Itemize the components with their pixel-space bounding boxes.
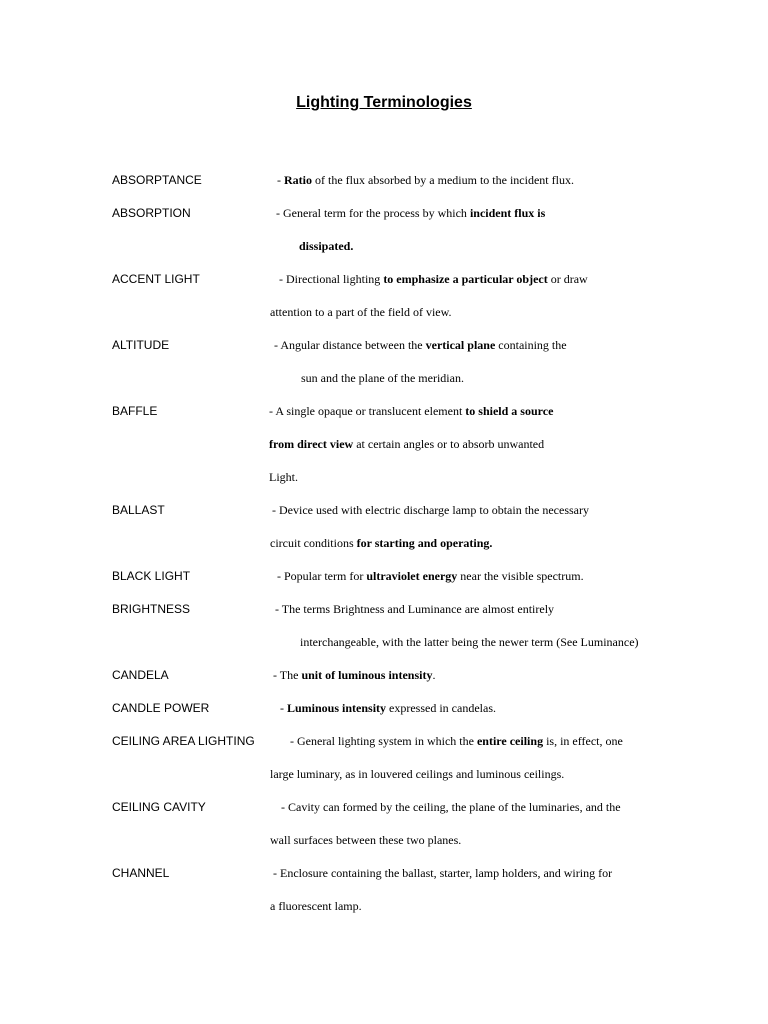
definition-text: or draw — [547, 272, 588, 286]
definition-text: . — [432, 668, 436, 682]
definition-text: of the flux absorbed by a medium to the incident flux. — [312, 173, 574, 187]
glossary-term: CANDELA — [112, 668, 169, 682]
definition-line — [279, 271, 588, 287]
definition-emphasis: to emphasize a particular object — [383, 272, 548, 286]
definition-text: - — [280, 701, 287, 715]
glossary-term: ABSORPTION — [112, 206, 191, 220]
glossary-term: CEILING AREA LIGHTING — [112, 734, 255, 748]
definition-line — [272, 502, 589, 518]
glossary-term: ACCENT LIGHT — [112, 272, 200, 286]
definition-text: a fluorescent lamp. — [270, 899, 362, 913]
definition-line — [270, 832, 461, 848]
definition-emphasis: Ratio — [284, 173, 312, 187]
definition-emphasis: incident flux is — [469, 206, 546, 220]
definition-text: - Angular distance between the — [274, 338, 426, 352]
glossary-term: BALLAST — [112, 503, 165, 517]
definition-line — [270, 304, 452, 320]
definition-text: near the visible spectrum. — [457, 569, 584, 583]
definition-line — [269, 469, 298, 485]
definition-line — [269, 436, 544, 452]
definition-line — [300, 634, 639, 650]
glossary-term: BAFFLE — [112, 404, 158, 418]
glossary-term: ABSORPTANCE — [112, 173, 202, 187]
definition-text: - Enclosure containing the ballast, starter, lamp holders, and wiring for — [273, 866, 613, 880]
definition-text: - Directional lighting — [279, 272, 384, 286]
definition-line — [273, 865, 612, 881]
definition-emphasis: for starting and operating. — [356, 536, 493, 550]
definition-text: - A single opaque or translucent element — [269, 404, 466, 418]
definition-emphasis: vertical plane — [425, 338, 496, 352]
definition-emphasis: unit of luminous intensity — [301, 668, 433, 682]
definition-emphasis: ultraviolet energy — [366, 569, 458, 583]
definition-line — [275, 601, 554, 617]
definition-emphasis: Luminous intensity — [287, 701, 387, 715]
definition-line — [280, 700, 496, 716]
definition-line — [270, 535, 492, 551]
glossary-term: CHANNEL — [112, 866, 170, 880]
definition-text: - General lighting system in which the — [290, 734, 477, 748]
definition-line — [270, 898, 362, 914]
definition-text: - The terms Brightness and Luminance are almost entirely — [275, 602, 555, 616]
document-title: Lighting Terminologies — [296, 94, 472, 111]
definition-line — [299, 238, 353, 254]
definition-text: - General term for the process by which — [276, 206, 470, 220]
definition-line — [270, 766, 564, 782]
definition-text: attention to a part of the field of view. — [270, 305, 452, 319]
definition-text: circuit conditions — [270, 536, 357, 550]
definition-line — [273, 667, 435, 683]
definition-line — [276, 205, 545, 221]
definition-emphasis: entire ceiling — [476, 734, 544, 748]
glossary-term: BLACK LIGHT — [112, 569, 191, 583]
definition-line — [281, 799, 621, 815]
definition-text: wall surfaces between these two planes. — [270, 833, 462, 847]
definition-text: - The — [273, 668, 302, 682]
definition-line — [290, 733, 623, 749]
definition-emphasis: from direct view — [269, 437, 354, 451]
definition-text: at certain angles or to absorb unwanted — [353, 437, 545, 451]
definition-emphasis: to shield a source — [465, 404, 554, 418]
glossary-term: ALTITUDE — [112, 338, 170, 352]
definition-line — [277, 568, 584, 584]
definition-text: interchangeable, with the latter being the newer term (See Luminance) — [300, 635, 639, 649]
definition-text: - Popular term for — [277, 569, 367, 583]
definition-line — [277, 172, 574, 188]
glossary-term: CEILING CAVITY — [112, 800, 206, 814]
definition-text: is, in effect, one — [543, 734, 623, 748]
definition-text: - — [277, 173, 284, 187]
glossary-term: CANDLE POWER — [112, 701, 210, 715]
glossary-term: BRIGHTNESS — [112, 602, 191, 616]
definition-text: - Cavity can formed by the ceiling, the plane of the luminaries, and the — [281, 800, 621, 814]
definition-line — [269, 403, 553, 419]
definition-text: containing the — [495, 338, 567, 352]
definition-text: large luminary, as in louvered ceilings and luminous ceilings. — [270, 767, 565, 781]
definition-emphasis: dissipated. — [299, 239, 354, 253]
definition-line — [274, 337, 567, 353]
definition-text: Light. — [269, 470, 298, 484]
definition-text: - Device used with electric discharge lamp to obtain the necessary — [272, 503, 589, 517]
definition-text: expressed in candelas. — [386, 701, 496, 715]
definition-line — [301, 370, 464, 386]
definition-text: sun and the plane of the meridian. — [301, 371, 464, 385]
